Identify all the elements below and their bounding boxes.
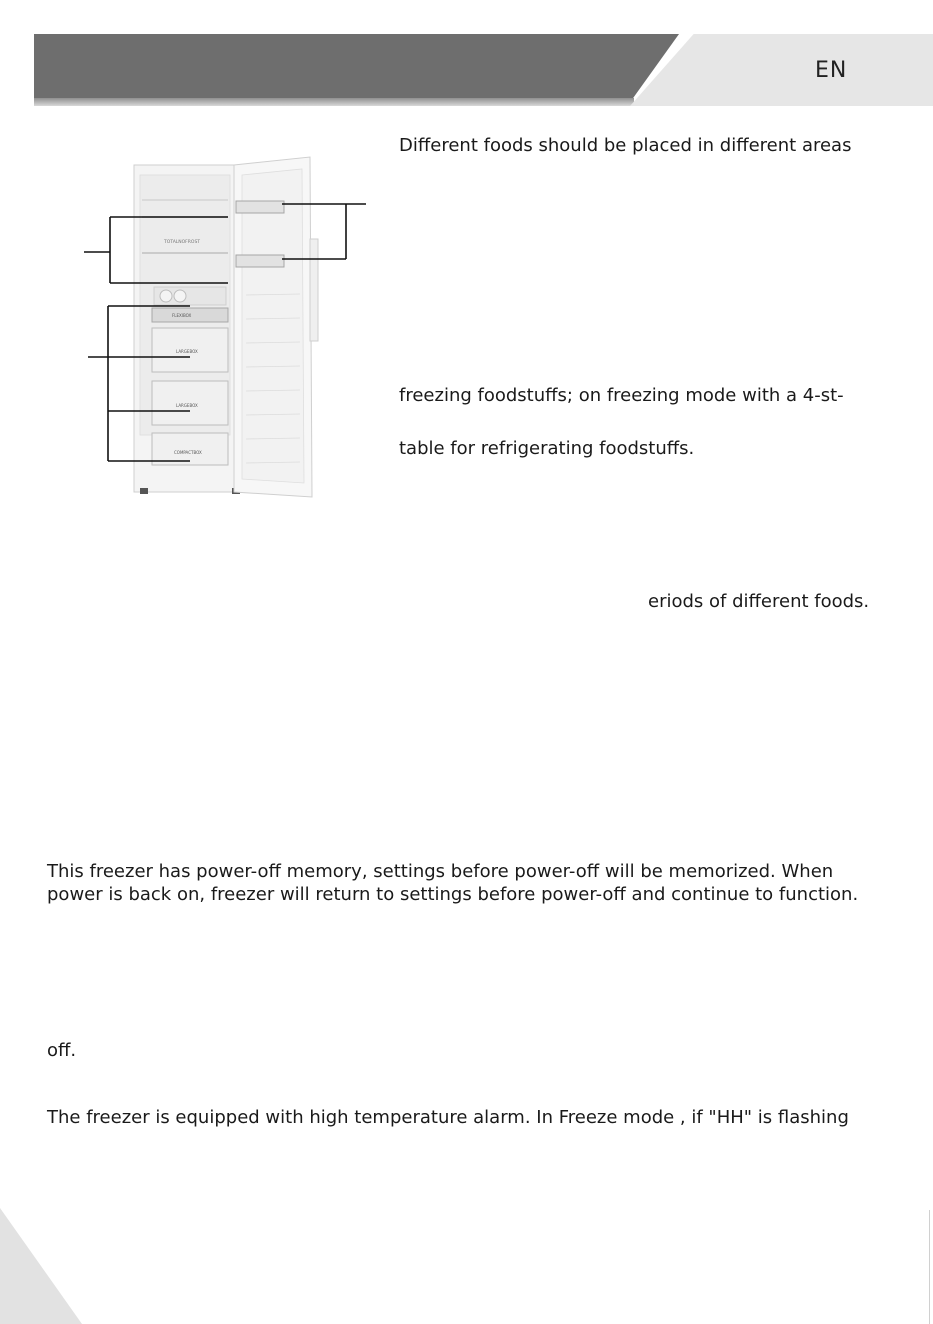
drawer-label-4: COMPACTBOX	[174, 450, 202, 455]
text-refrigerating: table for refrigerating foodstuffs.	[399, 438, 695, 459]
drawer-label-3: LARGEBOX	[176, 403, 198, 408]
text-periods: eriods of different foods.	[648, 591, 870, 612]
header-bar	[34, 34, 679, 106]
text-off: off.	[47, 1040, 77, 1061]
brand-label: TOTALNOFROST	[164, 240, 201, 245]
page-edge-line	[929, 1210, 930, 1324]
language-tab	[630, 34, 933, 106]
language-label: EN	[815, 58, 848, 83]
text-power-off-memory-2: power is back on, freezer will return to settings before power-off and continue to function.	[47, 884, 859, 905]
text-freezing-foodstuffs: freezing foodstuffs; on freezing mode with a 4-st-	[399, 385, 844, 406]
text-power-off-memory-1: This freezer has power-off memory, settings before power-off will be memorized. When	[47, 861, 834, 882]
text-high-temp-alarm: The freezer is equipped with high temperature alarm. In Freeze mode , if "HH" is flashing	[47, 1107, 849, 1128]
drawer-label-1: FLEXIBOX	[172, 313, 192, 318]
freezer-illustration	[60, 145, 390, 510]
drawer-label-2: LARGEBOX	[176, 349, 198, 354]
corner-decoration	[0, 1208, 82, 1324]
header-bar-shadow	[34, 98, 634, 106]
text-foods-areas: Different foods should be placed in different areas	[399, 135, 852, 156]
